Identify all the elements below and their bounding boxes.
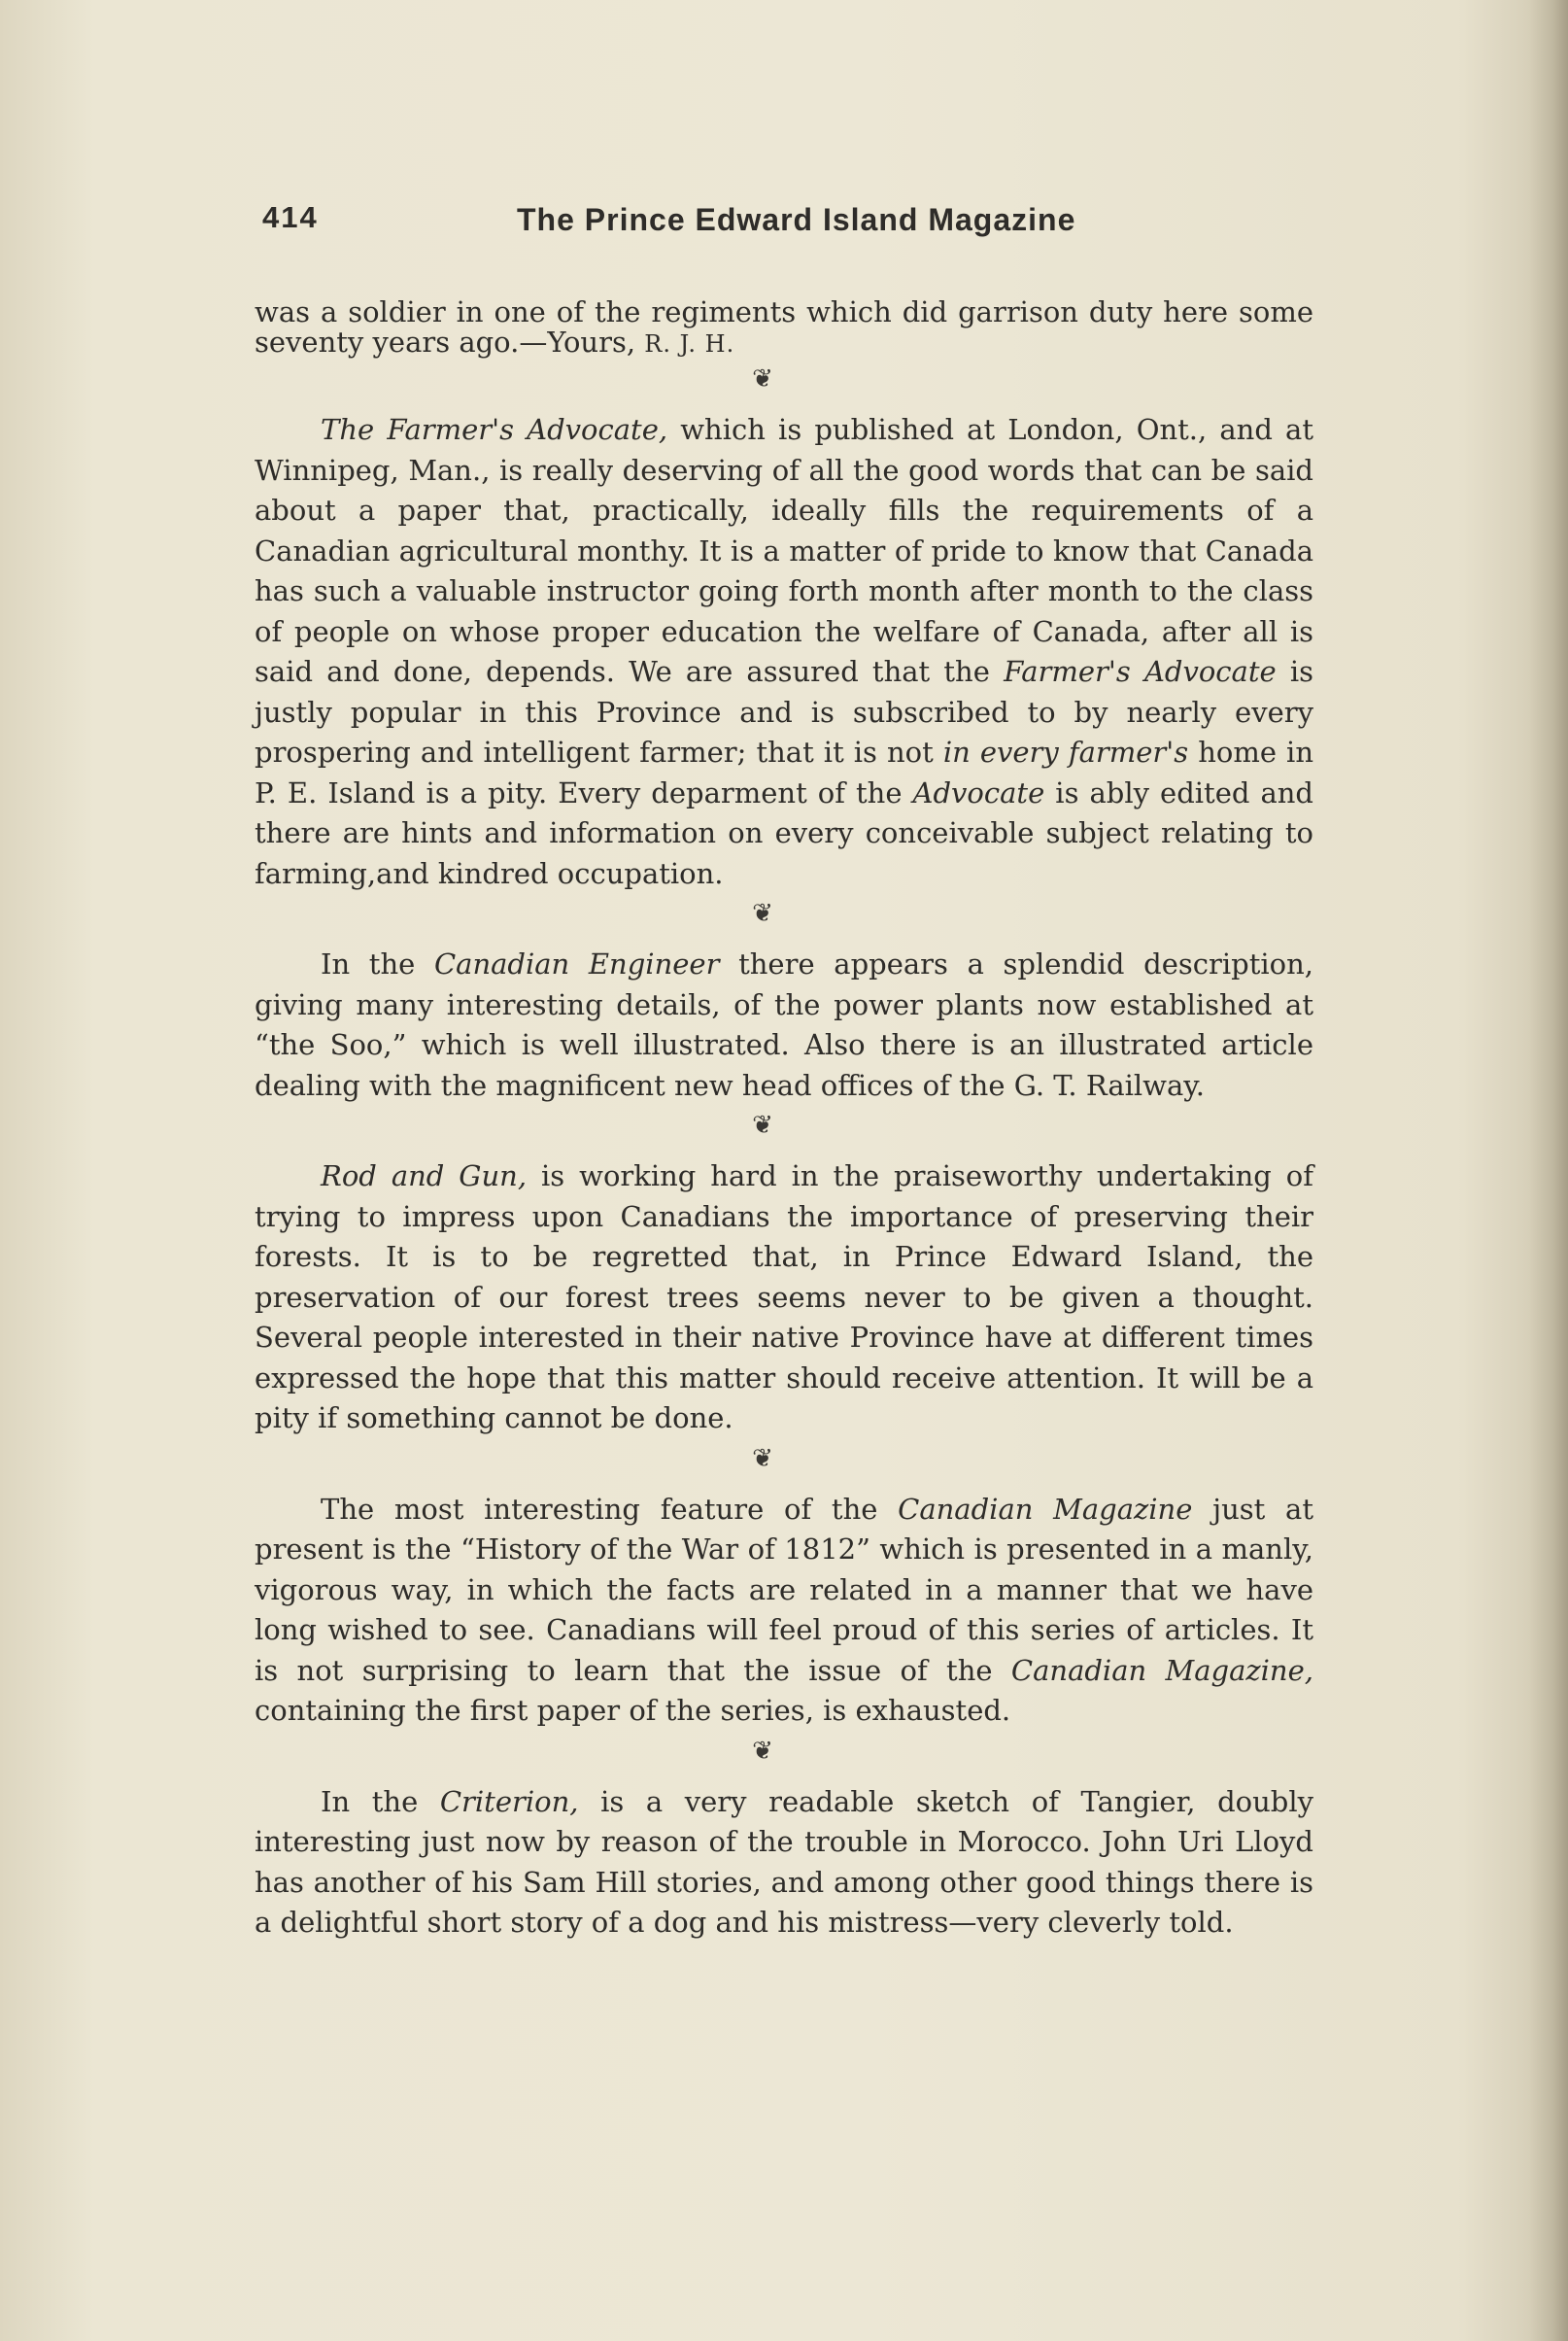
journal-title: The Prince Edward Island Magazine	[517, 202, 1076, 237]
paragraph-intro	[255, 297, 1313, 360]
publication-title: The Farmer's Advocate,	[321, 413, 668, 446]
publication-title: Rod and Gun,	[321, 1159, 528, 1192]
running-head	[255, 190, 1313, 258]
section-ornament	[255, 1734, 1313, 1776]
publication-title: Farmer's Advocate	[1004, 655, 1277, 688]
magazine-page	[255, 190, 1313, 1944]
paragraph-text: In the	[321, 1784, 440, 1818]
paragraph-text: which is published at London, Ont., and at Winnipeg, Man., is really deserving of all the good words that can be said about a paper that, practically, ideally fills the requirements of a Canadian agricultural monthy. It is a matter of pride to know that Canada has such a valuable instructor going forth month after month to the class of people on whose proper education the welfare of Canada, after all is said and done, depends. We are assured that the	[255, 413, 1314, 688]
fleuron-icon: ❦	[752, 364, 773, 394]
paragraph-text: is ably edited and there are hints and information on every conceivable subject relating to farming,and kindred occupation.	[255, 775, 1313, 890]
paragraph-text: is a very readable sketch of Tangier, doubly interesting just now by reason of the trouble in Morocco. John Uri Lloyd has another of his Sam Hill stories, and among other good things there is a delightful short story of a dog and his mistress—very cleverly told.	[255, 1784, 1313, 1939]
paragraph-canadian-engineer	[255, 945, 1313, 1106]
paragraph-text: is working hard in the praiseworthy undertaking of trying to impress upon Canadians the importance of preserving their forests. It is to be regretted that, in Prince Edward Island, the preservation of our forest trees seems never to be given a thought. Several people interested in their native Province have at different times expressed the hope that this matter should receive attention. It will be a pity if something cannot be done.	[255, 1159, 1313, 1434]
paragraph-rod-and-gun	[255, 1156, 1313, 1439]
paragraph-text: there appears a splendid description, giving many interesting details, of the power plants now established at “the Soo,” which is well illustrated. Also there is an illustrated article dealing with the magnificent new head offices of the G. T. Railway.	[255, 947, 1313, 1102]
paragraph-text: is justly popular in this Province and is subscribed to by nearly every prospering and intelligent farmer; that it is not	[255, 655, 1313, 769]
paragraph-text: In the	[321, 947, 434, 981]
page-number: 414	[262, 200, 319, 234]
section-ornament	[255, 896, 1313, 939]
section-ornament	[255, 361, 1313, 404]
publication-title: Advocate	[912, 775, 1045, 809]
publication-title: Criterion,	[439, 1784, 579, 1818]
fleuron-icon: ❦	[752, 1443, 773, 1473]
section-ornament	[255, 1108, 1313, 1151]
signature: R. J. H.	[644, 330, 735, 358]
publication-title: Canadian Magazine,	[1010, 1653, 1313, 1687]
publication-title: Canadian Magazine	[898, 1492, 1193, 1526]
paragraph-canadian-magazine	[255, 1490, 1313, 1732]
paragraph-criterion	[255, 1782, 1313, 1944]
intro-text: was a soldier in one of the regiments which did garrison duty here some seventy years ago.—Yours,	[255, 295, 1313, 359]
paragraph-farmers-advocate	[255, 410, 1313, 894]
paragraph-text: just at present is the “History of the War of 1812” which is presented in a manly, vigorous way, in which the facts are related in a manner that we have long wished to see. Canadians will feel proud of this series of articles. It is not surprising to learn that the issue of the	[255, 1492, 1313, 1687]
emphasis: in every farmer's	[942, 736, 1189, 769]
paragraph-text: home in P. E. Island is a pity. Every deparment of the	[255, 736, 1314, 809]
fleuron-icon: ❦	[752, 1736, 773, 1766]
publication-title: Canadian Engineer	[433, 947, 720, 981]
section-ornament	[255, 1441, 1313, 1484]
paragraph-text: The most interesting feature of the	[321, 1492, 899, 1526]
fleuron-icon: ❦	[752, 899, 773, 928]
binding-shadow	[1529, 0, 1568, 2341]
fleuron-icon: ❦	[752, 1111, 773, 1140]
paragraph-text: containing the first paper of the series, is exhausted.	[255, 1694, 1011, 1727]
